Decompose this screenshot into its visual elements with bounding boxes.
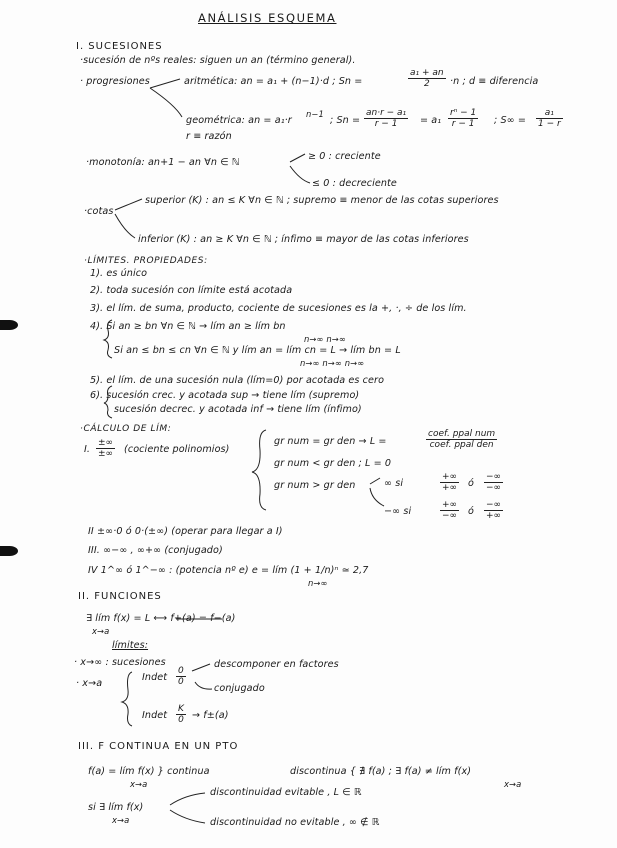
- brace-x-a: [122, 672, 132, 726]
- indet-k-zero-den: 0: [178, 715, 184, 725]
- sucesion-definition: ·sucesión de nºs reales: siguen un an (término general).: [80, 55, 356, 66]
- limite-prop-4b-sub: n→∞ n→∞ n→∞: [300, 358, 365, 368]
- continuidad-continua: f(a) = lím f(x) } continua: [88, 766, 210, 777]
- funciones-exists-limit: ∃ lím f(x) = L ⟷ f+(a) = f−(a): [86, 613, 236, 624]
- calculo-ii: II ±∞·0 ó 0·(±∞) (operar para llegar a I): [88, 526, 283, 537]
- limite-prop-2: 2). toda sucesión con límite está acotada: [90, 285, 293, 296]
- aritmetica-fraction: [408, 68, 446, 89]
- indet-k-zero-num: K: [178, 704, 184, 714]
- aritmetica-fraction-den: 2: [423, 79, 430, 89]
- calculo-c3a-frac1-num: +∞: [442, 472, 458, 482]
- geometrica-fraction-1-den: r − 1: [374, 119, 398, 129]
- brace-calculo: [252, 430, 266, 510]
- cota-superior: superior (K) : an ≤ K ∀n ∈ ℕ ; supremo ≡ menor de las cotas superiores: [145, 195, 499, 206]
- indet-zero-zero-den: 0: [178, 677, 184, 687]
- progresiones-arrow-down: [150, 88, 182, 117]
- calculo-c3b-frac2: [484, 500, 503, 521]
- calculo-i-fraction: [96, 438, 115, 459]
- calculo-c3a-or: ó: [468, 478, 474, 489]
- geometrica-fraction-2-den: r − 1: [451, 119, 475, 129]
- indet-k-zero-result: → f±(a): [192, 710, 229, 721]
- geometrica-fraction-3-num: a₁: [536, 108, 563, 119]
- razon-label: r ≡ razón: [186, 131, 232, 142]
- indet-descomponer: descomponer en factores: [214, 659, 339, 670]
- monotonia-decreciente: ≤ 0 : decreciente: [312, 178, 397, 189]
- monotonia-formula: ·monotonía: an+1 − an ∀n ∈ ℕ: [86, 157, 240, 168]
- calculo-iv-sub: n→∞: [308, 578, 328, 588]
- aritmetica-formula: aritmética: an = a₁ + (n−1)·d ; Sn =: [184, 76, 363, 87]
- calculo-c3a: ∞ si: [384, 478, 404, 489]
- continuidad-discontinua: discontinua { ∄ f(a) ; ∃ f(a) ≠ lím f(x): [290, 766, 472, 777]
- cota-inferior: inferior (K) : an ≥ K ∀n ∈ ℕ ; ínfimo ≡ mayor de las cotas inferiores: [138, 234, 469, 245]
- aritmetica-fraction-num: a₁ + an: [410, 68, 444, 78]
- limite-prop-1: 1). es único: [90, 268, 148, 279]
- limite-prop-3: 3). el lím. de suma, producto, cociente de sucesiones es la +, ·, ÷ de los lím.: [90, 303, 467, 314]
- calculo-iii: III. ∞−∞ , ∞+∞ (conjugado): [88, 545, 223, 556]
- calculo-c3a-frac2-den: −∞: [486, 483, 502, 493]
- indet-conjugado: conjugado: [214, 683, 265, 694]
- page-title: ANÁLISIS ESQUEMA: [198, 11, 337, 25]
- calculo-heading: ·CÁLCULO DE LÍM:: [80, 424, 172, 434]
- limite-prop-4b: Si an ≤ bn ≤ cn ∀n ∈ ℕ y lím an = lím cn = L → lím bn = L: [114, 345, 401, 356]
- calculo-c3a-frac1-den: +∞: [442, 483, 458, 493]
- limite-prop-4a-sub: n→∞ n→∞: [304, 334, 346, 344]
- geometrica-sinf: ; S∞ =: [494, 115, 527, 126]
- c3-arrow-up: [370, 478, 380, 484]
- c3-arrow-down: [370, 488, 384, 506]
- section-sucesiones-heading: I. SUCESIONES: [76, 41, 163, 52]
- indet-k-zero-fraction: [176, 704, 186, 725]
- limite-prop-5: 5). el lím. de una sucesión nula (lím=0) por acotada es cero: [90, 375, 385, 386]
- calculo-c3b-frac2-num: −∞: [486, 500, 502, 510]
- calculo-case-greater: gr num > gr den: [274, 480, 356, 491]
- calculo-i-desc: (cociente polinomios): [124, 444, 230, 455]
- indet-arrow-down: [195, 682, 212, 689]
- calculo-case-equal-fraction: [426, 429, 497, 450]
- si-arrow-down: [170, 810, 205, 823]
- geometrica-eq: = a₁: [420, 115, 442, 126]
- continuidad-si-sub: x→a: [112, 815, 130, 825]
- funciones-exists-sub: x→a: [92, 626, 110, 636]
- calculo-c3a-frac1: [440, 472, 459, 493]
- continuidad-continua-sub: x→a: [130, 779, 148, 789]
- continuidad-no-evitable: discontinuidad no evitable , ∞ ∉ ℝ: [210, 817, 380, 828]
- indet-k-zero-label: Indet: [142, 710, 168, 721]
- calculo-i-label: I.: [84, 444, 91, 455]
- limite-prop-4a: 4). Si an ≥ bn ∀n ∈ ℕ → lím an ≥ lím bn: [90, 321, 286, 332]
- calculo-c3a-frac2: [484, 472, 503, 493]
- limite-prop-6a: 6). sucesión crec. y acotada sup → tiene lím (supremo): [90, 390, 360, 401]
- calculo-case-equal-den: coef. ppal den: [429, 440, 494, 450]
- funciones-x-infinito: · x→∞ : sucesiones: [74, 657, 166, 668]
- progresiones-arrow-up: [150, 79, 180, 88]
- cotas-arrow-up: [115, 199, 142, 210]
- geometrica-fraction-3-den: 1 − r: [538, 119, 561, 129]
- geometrica-formula: geométrica: an = a₁·r: [186, 115, 292, 126]
- continuidad-si-limite: si ∃ lím f(x): [88, 802, 144, 813]
- continuidad-evitable: discontinuidad evitable , L ∈ ℝ: [210, 787, 362, 798]
- limite-prop-6b: sucesión decrec. y acotada inf → tiene lím (ínfimo): [114, 404, 362, 415]
- calculo-c3b: −∞ si: [384, 506, 412, 517]
- indet-arrow-up: [192, 664, 210, 671]
- geometrica-fraction-1: [364, 108, 408, 129]
- calculo-c3b-or: ó: [468, 506, 474, 517]
- continuidad-discontinua-sub: x→a: [504, 779, 522, 789]
- indet-zero-zero-fraction: [176, 666, 186, 687]
- indet-zero-zero-num: 0: [178, 666, 184, 676]
- cotas-label: ·cotas: [84, 206, 114, 217]
- geometrica-fraction-1-num: an·r − a₁: [366, 108, 407, 118]
- funciones-x-a: · x→a: [76, 678, 103, 689]
- progresiones-label: · progresiones: [80, 76, 150, 87]
- geometrica-sn: ; Sn =: [330, 115, 361, 126]
- cotas-arrow-down: [115, 214, 135, 238]
- geometrica-fraction-3: [536, 108, 563, 129]
- funciones-limites-label: límites:: [112, 640, 149, 651]
- calculo-i-fraction-den: ±∞: [98, 449, 114, 459]
- limites-heading: ·LÍMITES. PROPIEDADES:: [84, 256, 208, 266]
- indet-zero-zero-label: Indet: [142, 672, 168, 683]
- calculo-c3b-frac1-den: −∞: [442, 511, 458, 521]
- geometrica-exponent: n−1: [306, 109, 324, 119]
- monotonia-arrow-up: [290, 154, 305, 162]
- monotonia-arrow-down: [290, 166, 310, 183]
- calculo-case-less: gr num < gr den ; L = 0: [274, 458, 392, 469]
- monotonia-creciente: ≥ 0 : creciente: [308, 151, 381, 162]
- section-continuidad-heading: III. F CONTINUA EN UN PTO: [78, 741, 239, 752]
- section-funciones-heading: II. FUNCIONES: [78, 591, 162, 602]
- calculo-case-equal-num: coef. ppal num: [428, 429, 496, 439]
- calculo-c3a-frac2-num: −∞: [486, 472, 502, 482]
- geometrica-fraction-2: [448, 108, 478, 129]
- geometrica-fraction-2-num: rⁿ − 1: [450, 108, 477, 118]
- aritmetica-tail: ·n ; d ≡ diferencia: [450, 76, 539, 87]
- calculo-iv: IV 1^∞ ó 1^−∞ : (potencia nº e) e = lím (1 + 1/n)ⁿ ≃ 2,7: [88, 565, 369, 576]
- calculo-case-equal: gr num = gr den → L =: [274, 436, 387, 447]
- calculo-i-fraction-num: ±∞: [98, 438, 114, 448]
- si-arrow-up: [170, 793, 205, 805]
- calculo-c3b-frac1: [440, 500, 459, 521]
- calculo-c3b-frac1-num: +∞: [442, 500, 458, 510]
- calculo-c3b-frac2-den: +∞: [486, 511, 502, 521]
